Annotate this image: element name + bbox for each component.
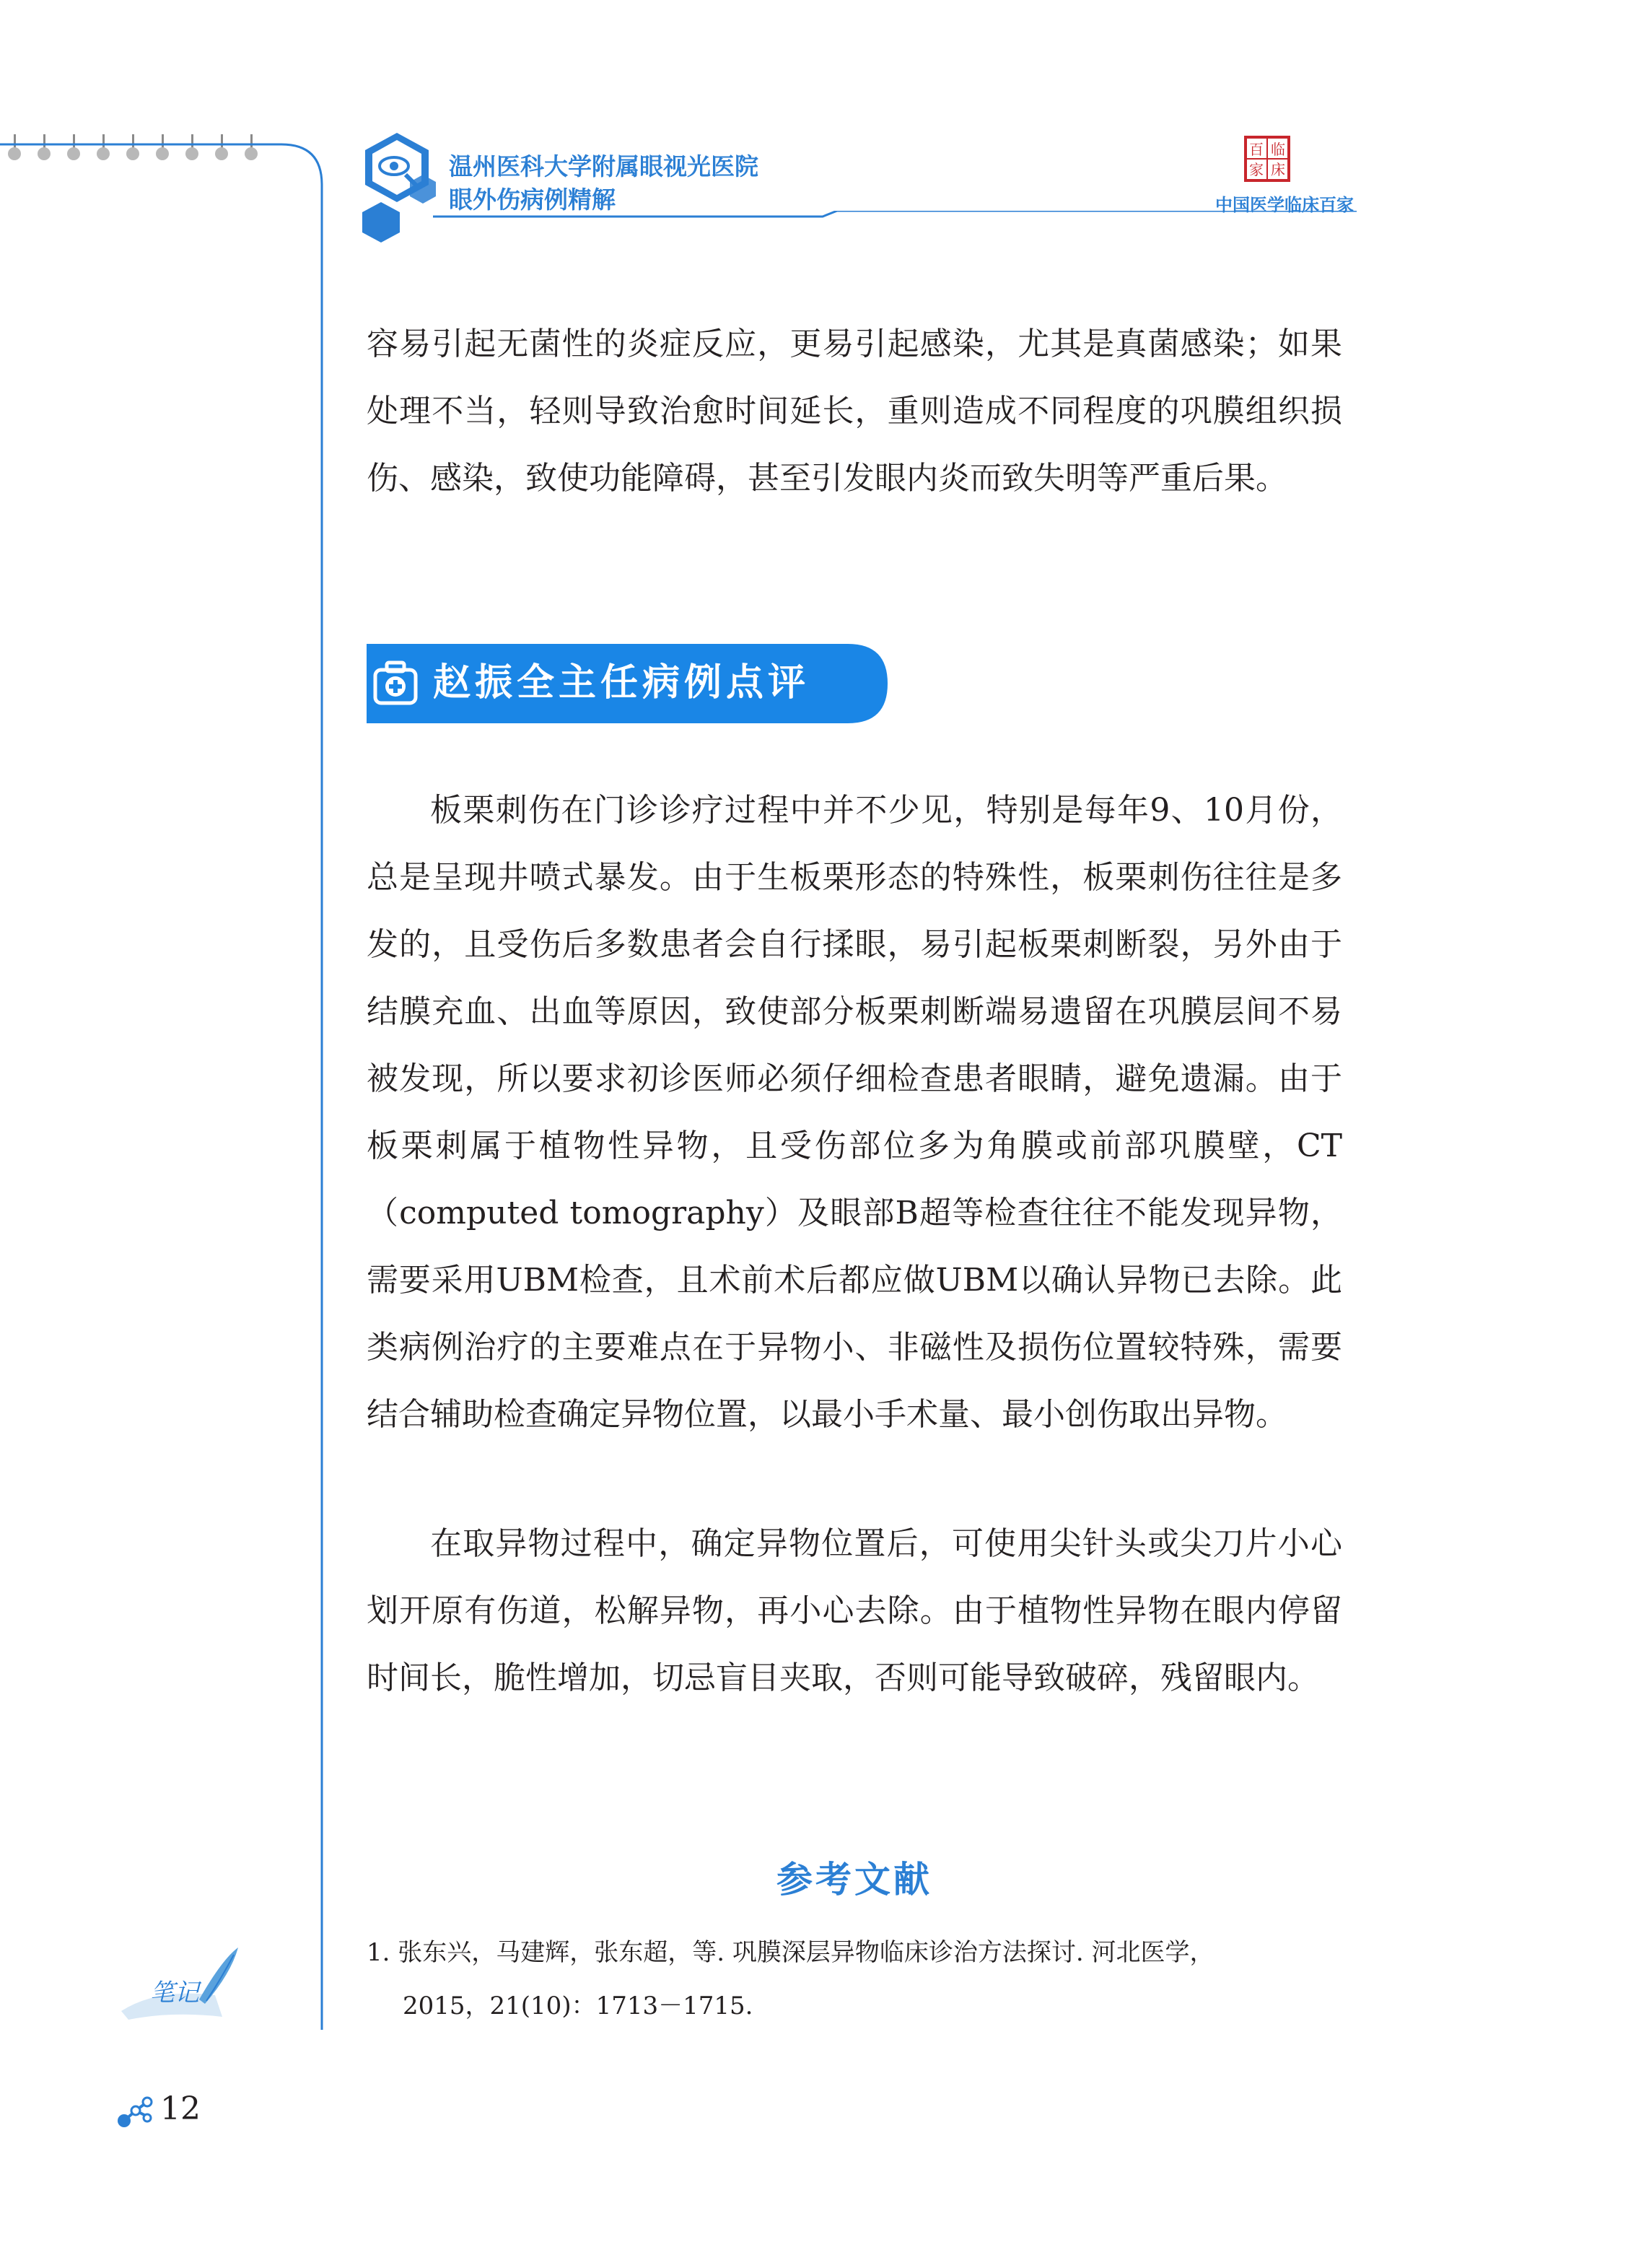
molecule-icon (115, 2093, 154, 2129)
seal-char: 床 (1271, 161, 1285, 178)
reference-line: 2015，21(10)：1713－1715. (403, 1992, 753, 2020)
medical-kit-icon (371, 658, 420, 707)
page-number: 12 (160, 2090, 201, 2127)
series-name: 中国医学临床百家 (1215, 195, 1354, 215)
reference-item (367, 1926, 1362, 2033)
section-banner (367, 644, 888, 723)
seal-char: 百 (1249, 141, 1264, 158)
references-heading: 参考文献 (776, 1859, 932, 1901)
notes-margin-line (0, 0, 332, 2036)
running-header (449, 150, 758, 217)
comment-paragraph: 在取异物过程中，确定异物位置后，可使用尖针头或尖刀片小心划开原有伤道，松解异物，再小心去除。由于植物性异物在眼内停留时间长，脆性增加，切忌盲目夹取，否则可能导致破碎，残留眼内。 (367, 1525, 1342, 1696)
hospital-name: 温州医科大学附属眼视光医院 (449, 152, 758, 180)
notes-label: 笔记 (150, 1979, 199, 2007)
seal-char: 家 (1249, 161, 1264, 178)
hexagon-eye-logo-icon (354, 130, 440, 245)
seal-stamp (1244, 136, 1290, 182)
seal-char: 临 (1271, 141, 1285, 158)
reference-line: 1. 张东兴，马建辉，张东超，等. 巩膜深层异物临床诊治方法探讨. 河北医学， (367, 1938, 1215, 1967)
comment-paragraph: 板栗刺伤在门诊诊疗过程中并不少见，特别是每年9、10月份，总是呈现井喷式暴发。由于生板栗形态的特殊性，板栗刺伤往往是多发的，且受伤后多数患者会自行揉眼，易引起板栗刺断裂，另外由于结膜充血、出血等原因，致使部分板栗刺断端易遗留在巩膜层间不易被发现，所以要求初诊医师必须仔细检查患者眼睛，避免遗漏。由于板栗刺属于植物性异物，且受伤部位多为角膜或前部巩膜壁，CT（computed tomography）及眼部B超等检查往往不能发现异物，需要采用UBM检查，且术前术后都应做UBM以确认异物已去除。此类病例治疗的主要难点在于异物小、非磁性及损伤位置较特殊，需要结合辅助检查确定异物位置，以最小手术量、最小创伤取出异物。 (367, 792, 1342, 1433)
intro-paragraph: 容易引起无菌性的炎症反应，更易引起感染，尤其是真菌感染；如果处理不当，轻则导致治愈时间延长，重则造成不同程度的巩膜组织损伤、感染，致使功能障碍，甚至引发眼内炎而致失明等严重后果。 (367, 326, 1342, 497)
book-title: 眼外伤病例精解 (449, 186, 616, 214)
section-title: 赵振全主任病例点评 (433, 661, 810, 705)
quill-pen-icon (114, 1945, 244, 2024)
